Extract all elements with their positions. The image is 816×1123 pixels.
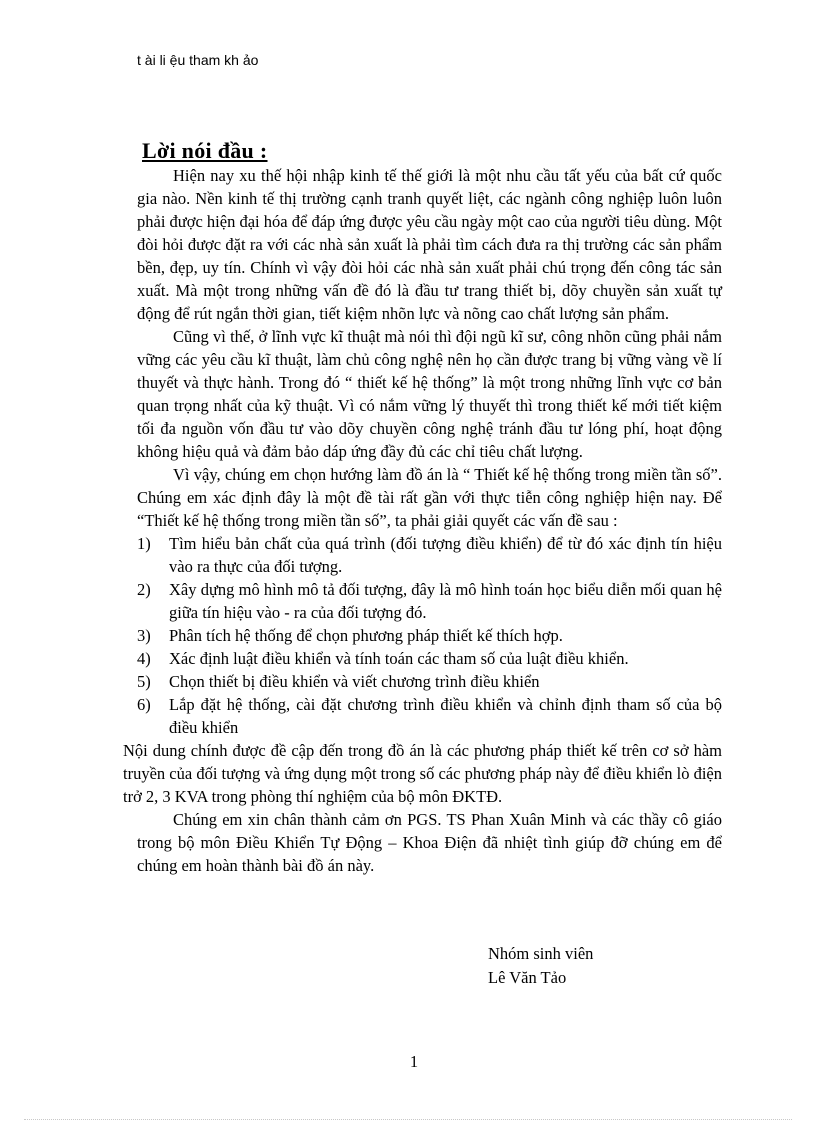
list-number: 5) bbox=[137, 672, 151, 691]
signature-block bbox=[488, 942, 593, 990]
list-item bbox=[137, 624, 722, 647]
list-number: 3) bbox=[137, 626, 151, 645]
document-body bbox=[123, 164, 722, 877]
list-number: 6) bbox=[137, 695, 151, 714]
paragraph-content-summary: Nội dung chính được đề cập đến trong đồ án là các phương pháp thiết kế trên cơ sở hàm truyền của đối tượng và ứng dụng một trong số các phương pháp này để điều khiển lò điện trở 2, 3 KVA trong phòng thí nghiệm của bộ môn ĐKTĐ. bbox=[123, 741, 722, 806]
list-item bbox=[137, 693, 722, 739]
paragraph-project: Vì vậy, chúng em chọn hướng làm đồ án là “ Thiết kế hệ thống trong miền tần số”. Chúng em xác định đây là một đề tài rất gần với thực tiễn công nghiệp hiện nay. Để “Thiết kế hệ thống trong miền tần số”, ta phải giải quyết các vấn đề sau : bbox=[137, 465, 722, 530]
list-number: 1) bbox=[137, 534, 151, 553]
list-item bbox=[137, 647, 722, 670]
footer-divider bbox=[24, 1119, 792, 1120]
page-number: 1 bbox=[409, 1052, 419, 1071]
paragraph-intro: Hiện nay xu thế hội nhập kinh tế thế giới là một nhu cầu tất yếu của bất cứ quốc gia nào. Nền kinh tế thị trường cạnh tranh quyết liệt, các ngành công nghiệp luôn luôn phải được hiện đại hóa để đáp ứng được yêu cầu ngày một cao của người tiêu dùng. Một đòi hỏi được đặt ra với các nhà sản xuất là phải tìm cách đưa ra thị trường các sản phẩm bền, đẹp, uy tín. Chính vì vậy đòi hỏi các nhà sản xuất phải chú trọng đến công tác sản xuất. Mà một trong những vấn đề đó là đầu tư trang thiết bị, dõy chuyền sản xuất tự động để rút ngắn thời gian, tiết kiệm nhõn lực và nõng cao chất lượng sản phẩm. bbox=[137, 166, 722, 323]
list-text: Chọn thiết bị điều khiển và viết chương trình điều khiển bbox=[169, 672, 540, 691]
list-text: Xác định luật điều khiển và tính toán các tham số của luật điều khiển. bbox=[169, 649, 629, 668]
page-header: t ài li ệu tham kh ảo bbox=[137, 52, 259, 68]
list-item bbox=[137, 578, 722, 624]
list-text: Xây dựng mô hình mô tả đối tượng, đây là mô hình toán học biểu diễn mối quan hệ giữa tín hiệu vào - ra của đối tượng đó. bbox=[169, 580, 722, 622]
signature-group: Nhóm sinh viên bbox=[488, 944, 594, 963]
list-item bbox=[137, 670, 722, 693]
list-number: 2) bbox=[137, 580, 151, 599]
paragraph-technical: Cũng vì thế, ở lĩnh vực kĩ thuật mà nói thì đội ngũ kĩ sư, công nhõn cũng phải nắm vững các yêu cầu kĩ thuật, làm chủ công nghệ nên họ cần được trang bị vững vàng về lí thuyết và thực hành. Trong đó “ thiết kế hệ thống” là một trong những lĩnh vực cơ bản quan trọng nhất của kỹ thuật. Vì có nắm vững lý thuyết thì trong thiết kế mới tiết kiệm tối đa nguồn vốn đầu tư vào dõy chuyền công nghệ tránh đầu tư lóng phí, hoạt động không hiệu quả và đảm bảo dáp ứng đầy đủ các chỉ tiêu chất lượng. bbox=[137, 327, 722, 461]
list-text: Phân tích hệ thống để chọn phương pháp thiết kế thích hợp. bbox=[169, 626, 563, 645]
section-title: Lời nói đầu : bbox=[142, 138, 268, 163]
signature-author: Lê Văn Tảo bbox=[488, 968, 567, 987]
list-number: 4) bbox=[137, 649, 151, 668]
task-list bbox=[137, 532, 722, 739]
list-text: Lắp đặt hệ thống, cài đặt chương trình điều khiển và chỉnh định tham số của bộ điều khiển bbox=[169, 695, 722, 737]
paragraph-acknowledgement: Chúng em xin chân thành cảm ơn PGS. TS Phan Xuân Minh và các thầy cô giáo trong bộ môn Điều Khiển Tự Động – Khoa Điện đã nhiệt tình giúp đỡ chúng em để chúng em hoàn thành bài đồ án này. bbox=[137, 810, 722, 875]
list-item bbox=[137, 532, 722, 578]
list-text: Tìm hiểu bản chất của quá trình (đối tượng điều khiển) để từ đó xác định tín hiệu vào ra thực của đối tượng. bbox=[169, 534, 722, 576]
